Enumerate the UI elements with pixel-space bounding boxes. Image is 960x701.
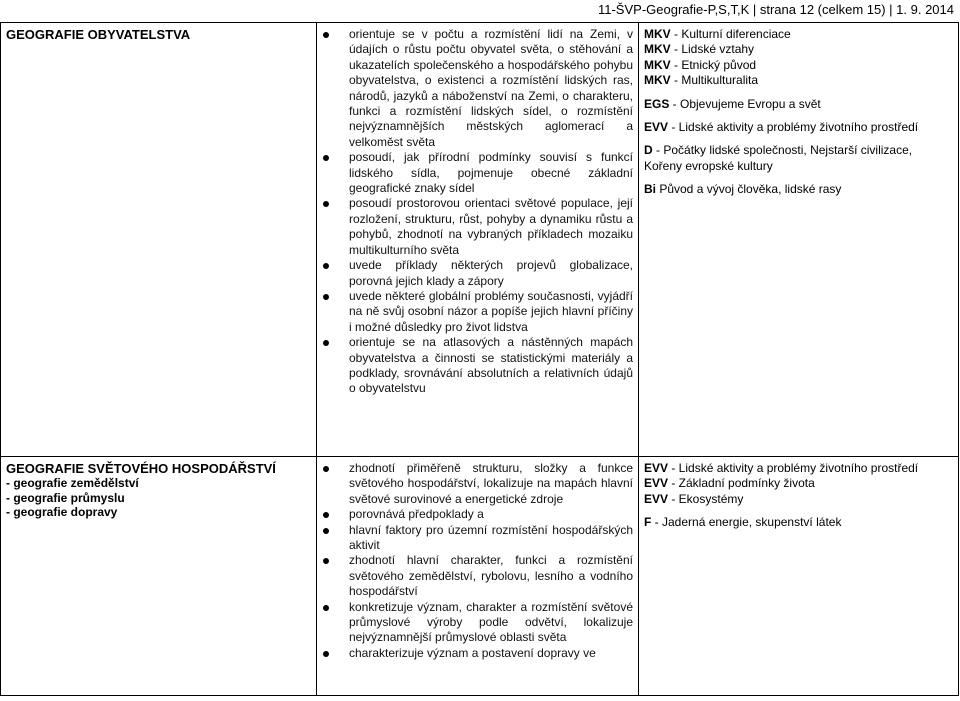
bullet-icon (323, 201, 329, 207)
table-row (1, 457, 959, 696)
spacer (644, 112, 953, 120)
topic-cell (1, 457, 317, 696)
bullet-icon (323, 528, 329, 534)
outcome-item: zhodnotí hlavní charakter, funkci a rozmístění světového zemědělství, rybolovu, lesního a vodního hospodářství (322, 553, 633, 599)
spacer (644, 507, 953, 515)
outcome-item: orientuje se na atlasových a nástěnných mapách obyvatelstva a činnosti se statistickými materiály a podklady, srovnávání absolutních a relativních údajů o obyvatelstvu (322, 335, 633, 397)
relation-item: EVV - Ekosystémy (644, 491, 744, 506)
outcome-item: uvede příklady některých projevů globalizace, porovná jejich klady a zápory (322, 258, 633, 289)
spacer (644, 89, 953, 97)
bullet-icon (323, 155, 329, 161)
relation-item: D - Počátky lidské společnosti, Nejstarší civilizace, Kořeny evropské kultury (644, 143, 913, 173)
relation-item: EVV - Lidské aktivity a problémy životního prostředí (644, 461, 919, 475)
topic-title: GEOGRAFIE OBYVATELSTVA (6, 27, 191, 42)
outcome-item: posoudí prostorovou orientaci světové populace, její rozložení, strukturu, růst, pohyby a dynamiku růstu a pohybů, zhodnotí na vybraných příkladech mozaiku multikulturního světa (322, 196, 633, 258)
relations-cell (639, 457, 959, 696)
subtopic-item: - geografie zemědělství (6, 476, 139, 490)
relation-item: MKV - Lidské vztahy (644, 42, 755, 57)
outcome-item: hlavní faktory pro územní rozmístění hospodářských aktivit (322, 523, 633, 554)
bullet-icon (323, 32, 329, 38)
relations-cell (639, 23, 959, 457)
subtopic-item: - geografie dopravy (6, 505, 118, 519)
bullet-icon (323, 294, 329, 300)
relation-item: EVV - Základní podmínky života (644, 476, 815, 491)
outcomes-cell (317, 457, 639, 696)
outcome-item: zhodnotí přiměřeně strukturu, složky a funkce světového hospodářství, lokalizuje na mapách hlavní světové surovinové a energetické zdroje (322, 461, 633, 507)
topic-title: GEOGRAFIE SVĚTOVÉHO HOSPODÁŘSTVÍ (6, 461, 276, 476)
spacer (644, 135, 953, 143)
relation-item: F - Jaderná energie, skupenství látek (644, 515, 842, 530)
bullet-icon (323, 651, 329, 657)
outcome-item: orientuje se v počtu a rozmístění lidí na Zemi, v údajích o růstu počtu obyvatel světa, o stěhování a ukazatelích společenského a hospodářského pohybu obyvatelstva, o existenci a rozmístění lidských ras, národů, jazyků a náboženství na Zemi, o charakteru, funkci a rozmístění lidských sídel, o rozmístění nejvýznamnějších městských aglomerací a velkoměst světa (322, 27, 633, 150)
outcome-item: konkretizuje význam, charakter a rozmístění světové průmyslové výroby podle odvětví, lokalizuje nejvýznamnější průmyslové oblasti světa (322, 600, 633, 646)
outcomes-cell (317, 23, 639, 457)
outcome-item: uvede některé globální problémy současnosti, vyjádří na ně svůj osobní názor a popíše jejich hlavní příčiny i možné důsledky pro život lidstva (322, 289, 633, 335)
relation-item: MKV - Etnický původ (644, 57, 757, 72)
bullet-icon (323, 512, 329, 518)
spacer (644, 174, 953, 182)
relation-item: MKV - Kulturní diferenciace (644, 27, 791, 41)
bullet-icon (323, 605, 329, 611)
page-header: 11-ŠVP-Geografie-P,S,T,K | strana 12 (celkem 15) | 1. 9. 2014 (597, 2, 954, 17)
topic-cell (1, 23, 317, 457)
bullet-icon (323, 558, 329, 564)
relation-item: MKV - Multikulturalita (644, 73, 759, 88)
curriculum-table (0, 22, 959, 696)
table-row (1, 23, 959, 457)
bullet-icon (323, 466, 329, 472)
outcome-item: porovnává předpoklady a (322, 507, 633, 522)
outcomes-list (322, 27, 633, 397)
relation-item: EVV - Lidské aktivity a problémy životního prostředí (644, 120, 919, 135)
outcome-item: charakterizuje význam a postavení dopravy ve (322, 646, 633, 661)
subtopic-item: - geografie průmyslu (6, 490, 125, 505)
bullet-icon (323, 340, 329, 346)
outcomes-list (322, 461, 633, 661)
relation-item: EGS - Objevujeme Evropu a svět (644, 96, 821, 111)
outcome-item: posoudí, jak přírodní podmínky souvisí s funkcí lidského sídla, pojmenuje obecné základní geografické znaky sídel (322, 150, 633, 196)
relation-item: Bi Původ a vývoj člověka, lidské rasy (644, 182, 842, 197)
bullet-icon (323, 263, 329, 269)
